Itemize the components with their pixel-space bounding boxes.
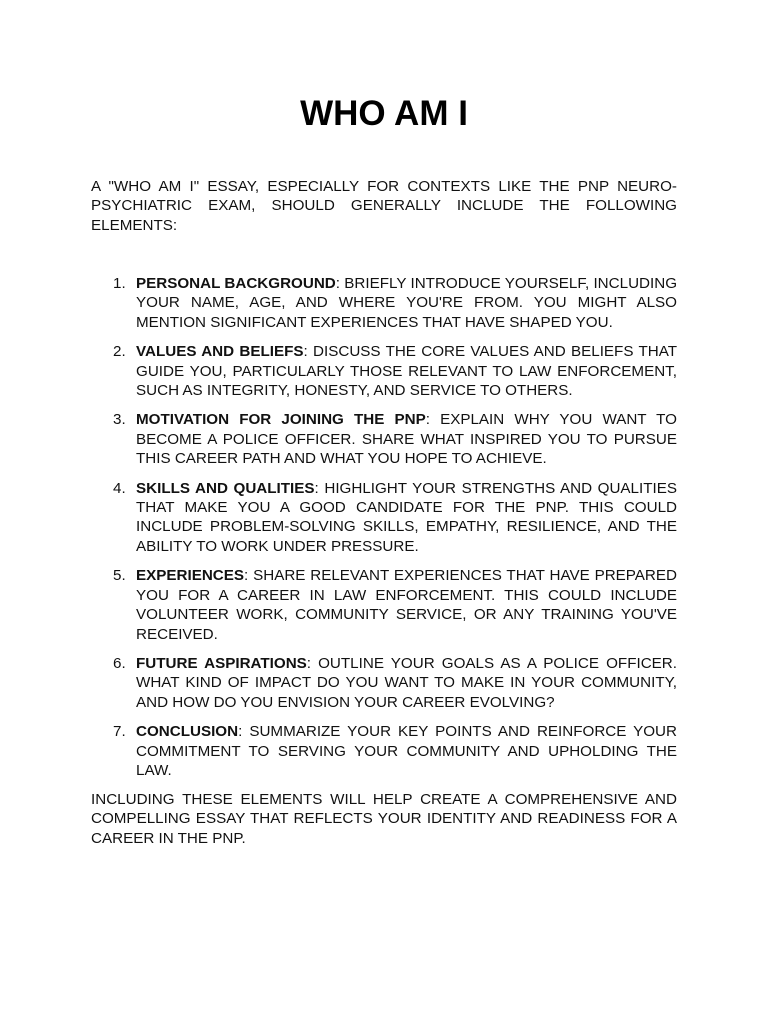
list-item-heading: FUTURE ASPIRATIONS (136, 654, 307, 672)
list-item (91, 274, 677, 332)
list-item (91, 566, 677, 644)
list-item-text: : SUMMARIZE YOUR KEY POINTS AND REINFORCE YOUR COMMITMENT TO SERVING YOUR COMMUNITY AND UPHOLDING THE LAW. (136, 723, 677, 779)
list-item-heading: MOTIVATION FOR JOINING THE PNP (136, 411, 426, 429)
list-item (91, 722, 677, 780)
list-item-text: : SHARE RELEVANT EXPERIENCES THAT HAVE PREPARED YOU FOR A CAREER IN LAW ENFORCEMENT. THIS COULD INCLUDE VOLUNTEER WORK, COMMUNITY SERVICE, OR ANY TRAINING YOU'VE RECEIVED. (136, 567, 677, 643)
list-item-number: 1. (113, 275, 126, 292)
list-item-number: 4. (113, 479, 126, 497)
list-item-text: : HIGHLIGHT YOUR STRENGTHS AND QUALITIES THAT MAKE YOU A GOOD CANDIDATE FOR THE PNP. THIS COULD INCLUDE PROBLEM-SOLVING SKILLS, EMPATHY, RESILIENCE, AND THE ABILITY TO WORK UNDER PRESSURE. (136, 479, 677, 555)
list-item-heading: SKILLS AND QUALITIES (136, 479, 315, 497)
list-item (91, 479, 677, 557)
list-item-heading: VALUES AND BELIEFS (136, 343, 304, 361)
list-item (91, 342, 677, 400)
list-item (91, 654, 677, 712)
list-item-heading: CONCLUSION (136, 723, 239, 741)
list-item-number: 5. (113, 567, 126, 585)
closing-paragraph: INCLUDING THESE ELEMENTS WILL HELP CREATE A COMPREHENSIVE AND COMPELLING ESSAY THAT REFLECTS YOUR IDENTITY AND READINESS FOR A CAREER IN THE PNP. (91, 791, 677, 847)
intro-paragraph: A "WHO AM I" ESSAY, ESPECIALLY FOR CONTEXTS LIKE THE PNP NEURO-PSYCHIATRIC EXAM, SHOULD GENERALLY INCLUDE THE FOLLOWING ELEMENTS: (91, 178, 677, 234)
page-title: WHO AM I (300, 94, 468, 133)
list-item-text: : DISCUSS THE CORE VALUES AND BELIEFS THAT GUIDE YOU, PARTICULARLY THOSE RELEVANT TO LAW ENFORCEMENT, SUCH AS INTEGRITY, HONESTY, AND SERVICE TO OTHERS. (136, 343, 678, 400)
elements-list (91, 274, 677, 790)
list-item-text: : EXPLAIN WHY YOU WANT TO BECOME A POLICE OFFICER. SHARE WHAT INSPIRED YOU TO PURSUE THIS CAREER PATH AND WHAT YOU HOPE TO ACHIEVE. (136, 411, 677, 468)
list-item-text: : OUTLINE YOUR GOALS AS A POLICE OFFICER. WHAT KIND OF IMPACT DO YOU WANT TO MAKE IN YOUR COMMUNITY, AND HOW DO YOU ENVISION YOUR CAREER EVOLVING? (136, 654, 677, 711)
list-item-heading: PERSONAL BACKGROUND (136, 275, 336, 292)
list-item-number: 6. (113, 654, 126, 672)
list-item-number: 3. (113, 411, 126, 429)
list-item-heading: EXPERIENCES (136, 567, 245, 585)
list-item (91, 410, 677, 468)
list-item-number: 2. (113, 343, 126, 361)
list-item-text: : BRIEFLY INTRODUCE YOURSELF, INCLUDING YOUR NAME, AGE, AND WHERE YOU'RE FROM. YOU MIGHT ALSO MENTION SIGNIFICANT EXPERIENCES THAT HAVE SHAPED YOU. (136, 275, 678, 331)
list-item-number: 7. (113, 723, 126, 741)
